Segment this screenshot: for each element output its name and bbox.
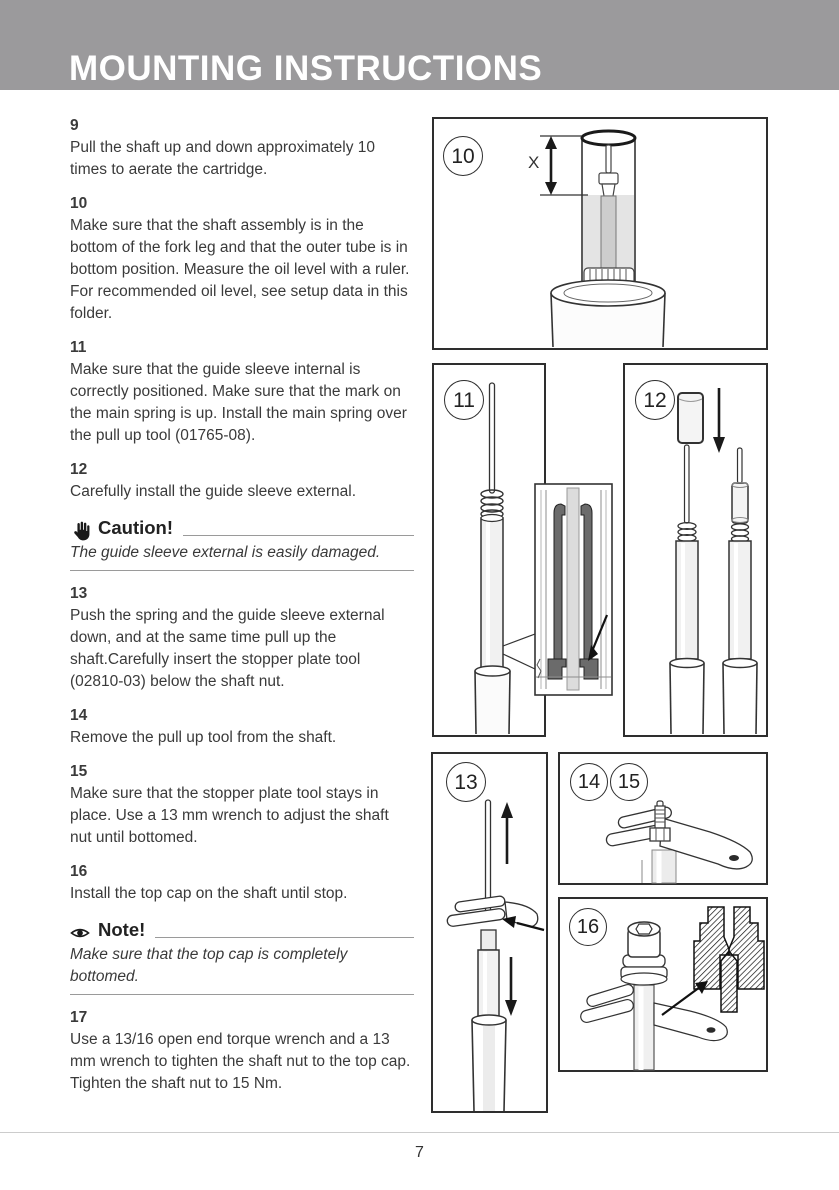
caution-callout xyxy=(70,516,414,571)
stopper-plate-insert-illustration xyxy=(431,752,548,1113)
step-number: 15 xyxy=(70,763,88,780)
page-number: 7 xyxy=(415,1144,424,1161)
note-title: Note! xyxy=(98,919,146,940)
note-text: Make sure that the top cap is completely bottomed. xyxy=(70,944,414,995)
eye-icon xyxy=(70,923,90,943)
figure-13-number: 13 xyxy=(446,762,486,802)
figure-16-box xyxy=(558,897,768,1072)
figure-13-box xyxy=(431,752,548,1113)
step-number: 16 xyxy=(70,863,88,880)
page-title: MOUNTING INSTRUCTIONS xyxy=(69,49,543,88)
step-number: 14 xyxy=(70,707,88,724)
step-number: 11 xyxy=(70,339,87,356)
step-text: Make sure that the shaft assembly is in the bottom of the fork leg and that the outer tube is in bottom position. Measure the oil level with a ruler. For recommended oil level, see setup data in this folder. xyxy=(70,217,410,322)
step-number: 13 xyxy=(70,585,88,602)
step-14 xyxy=(70,705,414,749)
instruction-column xyxy=(70,112,414,1095)
note-heading-rule xyxy=(155,937,414,938)
step-12 xyxy=(70,459,414,503)
figure-10-number: 10 xyxy=(443,136,483,176)
figure-14-number: 14 xyxy=(570,763,608,801)
figure-11-number: 11 xyxy=(444,380,484,420)
step-text: Pull the shaft up and down approximately 10 times to aerate the cartridge. xyxy=(70,139,376,178)
figure-11-box xyxy=(432,363,613,737)
step-number: 10 xyxy=(70,195,88,212)
dimension-x-label: X xyxy=(528,153,540,172)
step-13 xyxy=(70,583,414,693)
step-number: 9 xyxy=(70,117,79,134)
guide-sleeve-external-illustration xyxy=(623,363,768,737)
step-number: 12 xyxy=(70,461,88,478)
step-text: Push the spring and the guide sleeve external down, and at the same time pull up the shaft.Carefully insert the stopper plate tool (02810-03) below the shaft nut. xyxy=(70,607,385,690)
step-17 xyxy=(70,1007,414,1095)
step-number: 17 xyxy=(70,1009,88,1026)
figure-16-number: 16 xyxy=(569,908,607,946)
step-text: Make sure that the stopper plate tool stays in place. Use a 13 mm wrench to adjust the shaft nut until bottomed. xyxy=(70,785,389,846)
figure-12-number: 12 xyxy=(635,380,675,420)
figure-12-box xyxy=(623,363,768,737)
step-text: Make sure that the guide sleeve internal is correctly positioned. Make sure that the mark on the main spring is up. Install the main spring over the pull up tool (01765-08). xyxy=(70,361,407,444)
step-text: Carefully install the guide sleeve external. xyxy=(70,483,357,500)
step-9 xyxy=(70,115,414,181)
caution-title: Caution! xyxy=(98,517,174,538)
note-heading xyxy=(70,918,414,942)
step-11 xyxy=(70,337,414,447)
figure-15-number: 15 xyxy=(610,763,648,801)
figure-14-15-box xyxy=(558,752,768,885)
caution-heading xyxy=(70,516,414,540)
figure-10-box xyxy=(432,117,768,350)
step-text: Install the top cap on the shaft until stop. xyxy=(70,885,348,902)
step-text: Remove the pull up tool from the shaft. xyxy=(70,729,337,746)
step-16 xyxy=(70,861,414,905)
step-text: Use a 13/16 open end torque wrench and a 13 mm wrench to tighten the shaft nut to the top cap. Tighten the shaft nut to 15 Nm. xyxy=(70,1031,411,1092)
hand-stop-icon xyxy=(70,521,90,541)
footer-rule xyxy=(0,1132,839,1133)
caution-heading-rule xyxy=(183,535,414,536)
step-15 xyxy=(70,761,414,849)
step-10 xyxy=(70,193,414,325)
note-callout xyxy=(70,918,414,995)
caution-text: The guide sleeve external is easily damaged. xyxy=(70,542,414,571)
